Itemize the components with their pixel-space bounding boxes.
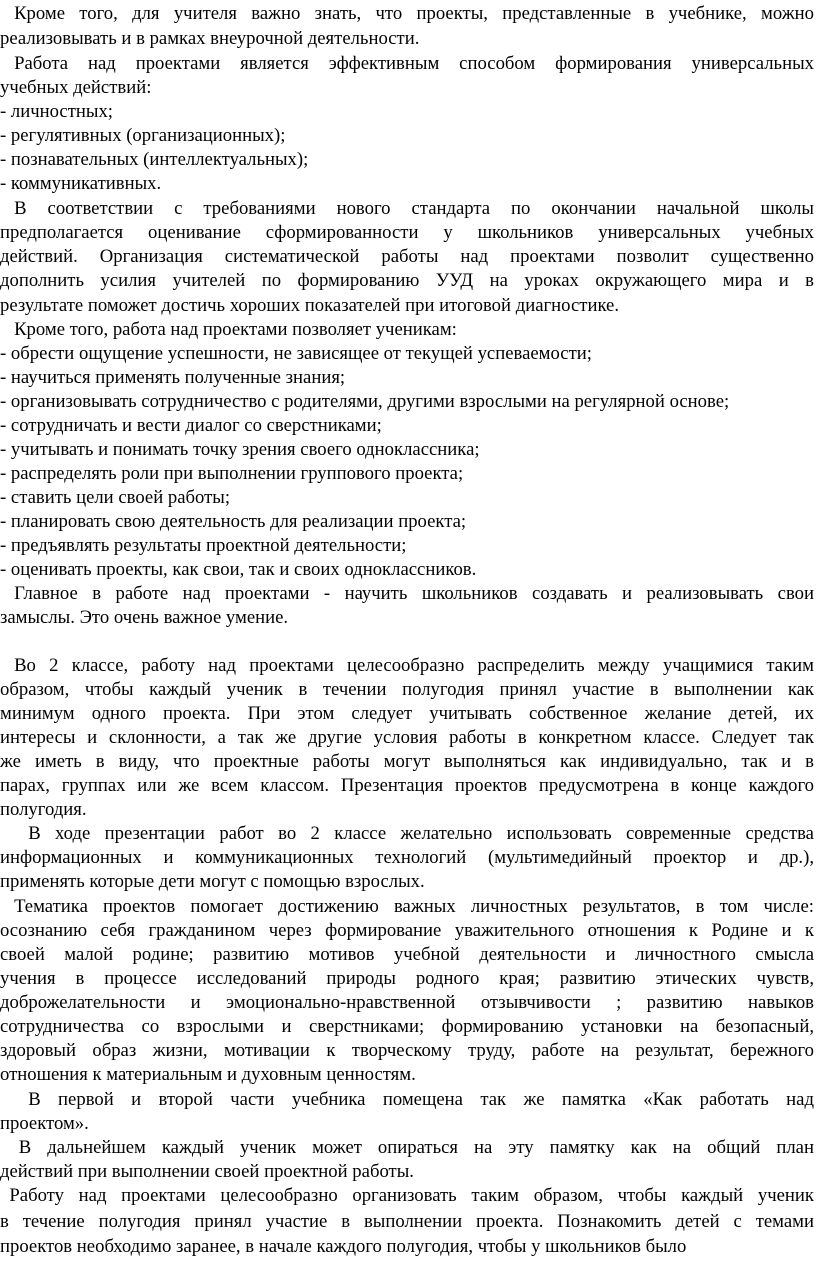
list-item: - учитывать и понимать точку зрения своего одноклассника; xyxy=(0,439,480,460)
text-line: Во 2 классе, работу над проектами целесообразно распределить между учащимися таким xyxy=(14,655,814,676)
text-line: предполагается оценивание сформированности у школьников универсальных учебных xyxy=(0,222,814,243)
text-line: учения в процессе исследований природы родного края; развитию этических чувств, xyxy=(0,968,814,989)
text-line: доброжелательности и эмоционально-нравственной отзывчивости ; развитию навыков xyxy=(0,992,814,1013)
text-line: полугодия. xyxy=(0,799,87,820)
list-item: - обрести ощущение успешности, не зависящее от текущей успеваемости; xyxy=(0,343,592,364)
text-line: действий при выполнении своей проектной работы. xyxy=(0,1161,414,1182)
text-line: В дальнейшем каждый ученик может опираться на эту памятку как на общий план xyxy=(18,1137,814,1158)
text-line: минимум одного проекта. При этом следует учитывать собственное желание детей, их xyxy=(0,703,814,724)
list-item: - научиться применять полученные знания; xyxy=(0,367,346,388)
list-item: - оценивать проекты, как свои, так и своих одноклассников. xyxy=(0,559,477,580)
text-line: реализовывать и в рамках внеурочной деятельности. xyxy=(0,28,420,49)
text-line: информационных и коммуникационных технологий (мультимедийный проектор и др.), xyxy=(0,847,814,868)
list-item: - личностных; xyxy=(0,101,113,122)
text-line: проектов необходимо заранее, в начале каждого полугодия, чтобы у школьников было xyxy=(0,1236,687,1257)
list-item: - коммуникативных. xyxy=(0,173,162,194)
text-line: Работу над проектами целесообразно организовать таким образом, чтобы каждый ученик xyxy=(9,1185,814,1206)
text-line: результате поможет достичь хороших показателей при итоговой диагностике. xyxy=(0,295,620,316)
text-line: здоровый образ жизни, мотивации к творческому труду, работе на результат, бережного xyxy=(0,1040,814,1061)
text-line: В соответствии с требованиями нового стандарта по окончании начальной школы xyxy=(14,198,814,219)
text-line: своей малой родине; развитию мотивов учебной деятельности и личностного смысла xyxy=(0,944,814,965)
text-line: отношения к материальным и духовным ценностям. xyxy=(0,1064,416,1085)
text-line: в течение полугодия принял участие в выполнении проекта. Познакомить детей с темами xyxy=(0,1211,814,1232)
text-line: В первой и второй части учебника помещена так же памятка «Как работать над xyxy=(28,1089,814,1110)
text-line: интересы и склонности, а так же другие условия работы в конкретном классе. Следует так xyxy=(0,727,814,748)
list-item: - организовывать сотрудничество с родителями, другими взрослыми на регулярной основе; xyxy=(0,391,730,412)
text-line: действий. Организация систематической работы над проектами позволит существенно xyxy=(0,246,814,267)
text-line: Главное в работе над проектами - научить школьников создавать и реализовывать свои xyxy=(14,583,814,604)
list-item: - познавательных (интеллектуальных); xyxy=(0,149,309,170)
text-line: образом, чтобы каждый ученик в течении полугодия принял участие в выполнении как xyxy=(0,679,814,700)
list-item: - сотрудничать и вести диалог со сверстниками; xyxy=(0,415,382,436)
list-item: - распределять роли при выполнении группового проекта; xyxy=(0,463,464,484)
text-line: учебных действий: xyxy=(0,77,152,98)
text-line: В ходе презентации работ во 2 классе желательно использовать современные средства xyxy=(28,823,814,844)
list-item: - планировать свою деятельность для реализации проекта; xyxy=(0,511,467,532)
text-line: же иметь в виду, что проектные работы могут выполняться как индивидуально, так и в xyxy=(0,751,814,772)
text-line: применять которые дети могут с помощью взрослых. xyxy=(0,871,425,892)
text-line: осознанию себя гражданином через формирование уважительного отношения к Родине и к xyxy=(0,920,814,941)
list-item: - предъявлять результаты проектной деятельности; xyxy=(0,535,407,556)
text-line: Кроме того, работа над проектами позволяет ученикам: xyxy=(14,319,457,340)
text-line: замыслы. Это очень важное умение. xyxy=(0,607,289,628)
list-item: - ставить цели своей работы; xyxy=(0,487,231,508)
text-line: сотрудничества со взрослыми и сверстниками; формированию установки на безопасный, xyxy=(0,1016,814,1037)
text-line: Тематика проектов помогает достижению важных личностных результатов, в том числе: xyxy=(14,896,814,917)
text-line: дополнить усилия учителей по формированию УУД на уроках окружающего мира и в xyxy=(0,270,814,291)
text-line: Работа над проектами является эффективным способом формирования универсальных xyxy=(14,53,814,74)
text-line: парах, группах или же всем классом. Презентация проектов предусмотрена в конце каждого xyxy=(0,775,814,796)
text-line: Кроме того, для учителя важно знать, что проекты, представленные в учебнике, можно xyxy=(14,3,814,24)
text-line: проектом». xyxy=(0,1113,89,1134)
list-item: - регулятивных (организационных); xyxy=(0,125,286,146)
